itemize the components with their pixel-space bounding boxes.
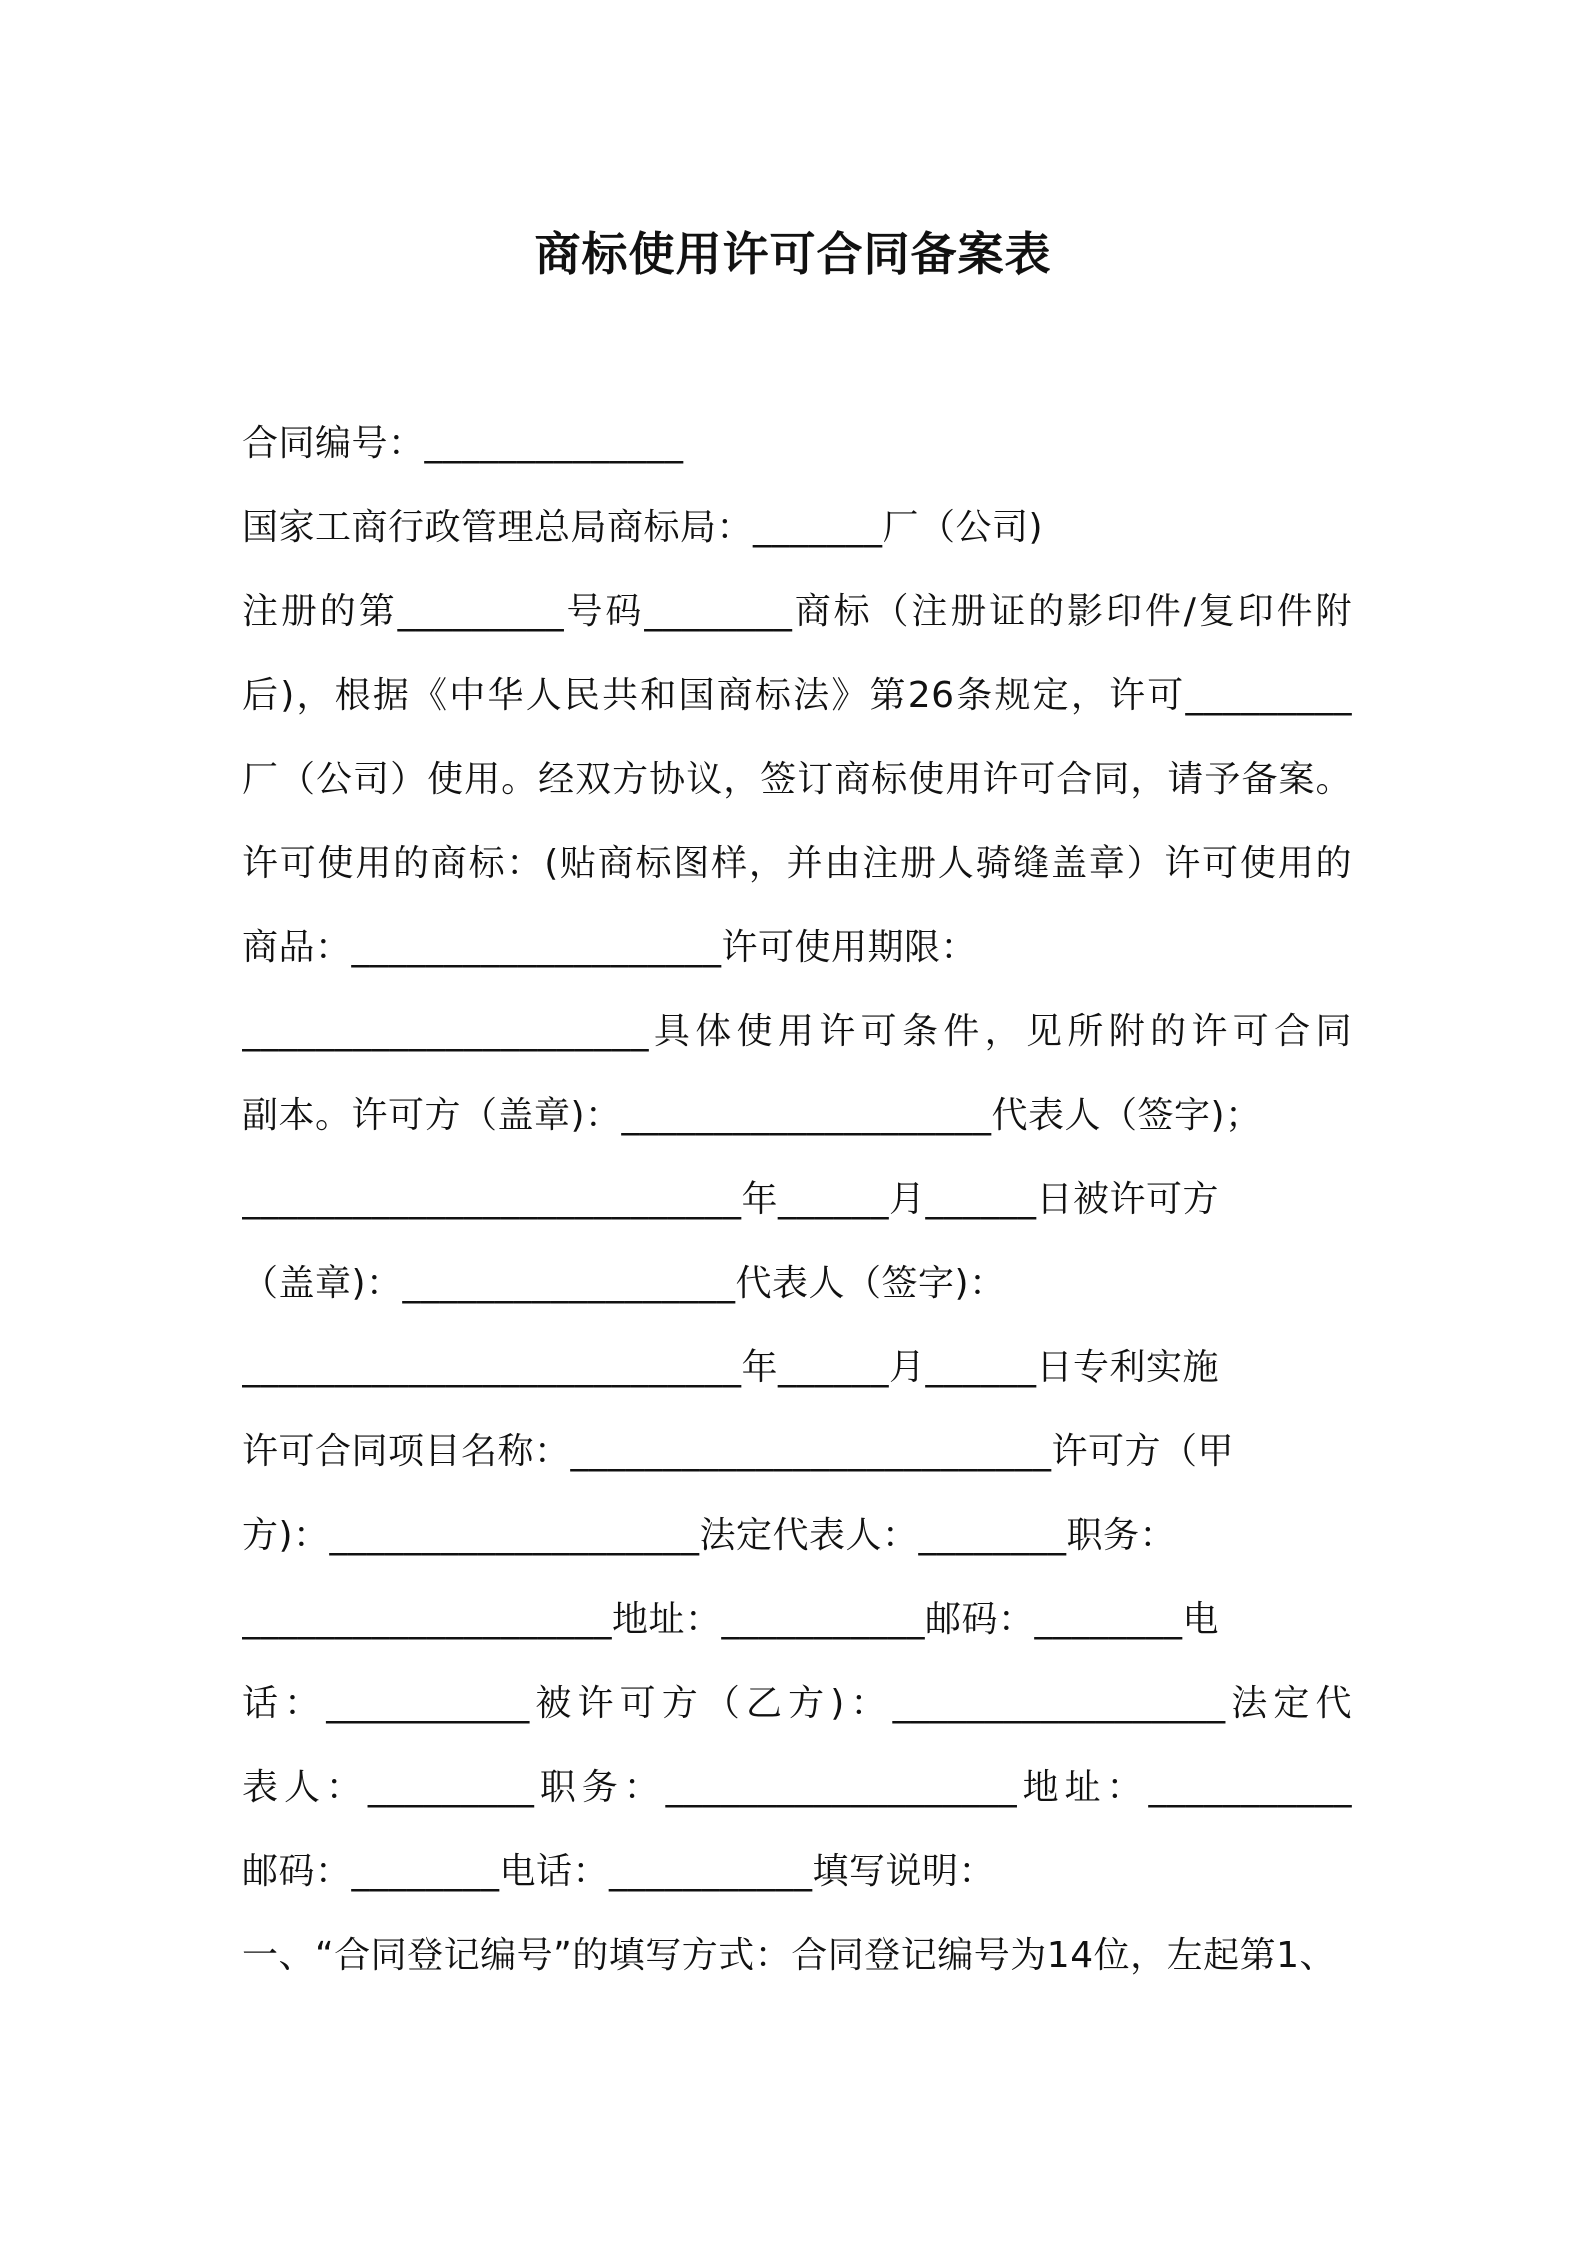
body-line-address: ____________________地址：___________邮码：________电 (242, 1599, 1220, 1640)
body-line-party-b: 话：___________被许可方（乙方)：__________________法定代 (242, 1683, 1352, 1724)
body-line-registration: 注册的第_________号码________商标（注册证的影印件/复印件附 (242, 591, 1352, 632)
body-line-goods: 商品：____________________许可使用期限： (242, 927, 978, 968)
body-line-licensed-trademark: 许可使用的商标：(贴商标图样，并由注册人骑缝盖章）许可使用的 (242, 843, 1352, 884)
body-line-party-a: 方)：____________________法定代表人：________职务： (242, 1515, 1177, 1556)
body-line-licensee-seal: （盖章)：__________________代表人（签字)： (242, 1263, 1006, 1304)
body-line-postcode-phone: 邮码：________电话：___________填写说明： (242, 1851, 996, 1892)
body-line-project-name: 许可合同项目名称：__________________________许可方（甲 (242, 1431, 1235, 1472)
body-line-contract-number: 合同编号：______________ (242, 423, 684, 464)
body-line-date-licensee: ___________________________年______月______日被许可方 (242, 1179, 1220, 1220)
body-line-representative: 表人：_________职务：___________________地址：___________ (242, 1767, 1352, 1808)
body-line-conditions: ______________________具体使用许可条件，见所附的许可合同 (242, 1011, 1352, 1052)
body-line-date-patent: ___________________________年______月______日专利实施 (242, 1347, 1220, 1388)
document-title: 商标使用许可合同备案表 (534, 227, 1052, 281)
body-line-instructions: 一、“合同登记编号”的填写方式：合同登记编号为14位，左起第1、 (242, 1935, 1337, 1976)
document-body (242, 402, 1352, 1998)
body-line-trademark-office: 国家工商行政管理总局商标局：_______厂（公司) (242, 507, 1044, 548)
body-line-agreement: 厂（公司）使用。经双方协议，签订商标使用许可合同，请予备案。 (242, 759, 1352, 800)
body-line-licensor-seal: 副本。许可方（盖章)：____________________代表人（签字)； (242, 1095, 1262, 1136)
body-line-trademark-law: 后)，根据《中华人民共和国商标法》第26条规定，许可_________ (242, 675, 1352, 716)
